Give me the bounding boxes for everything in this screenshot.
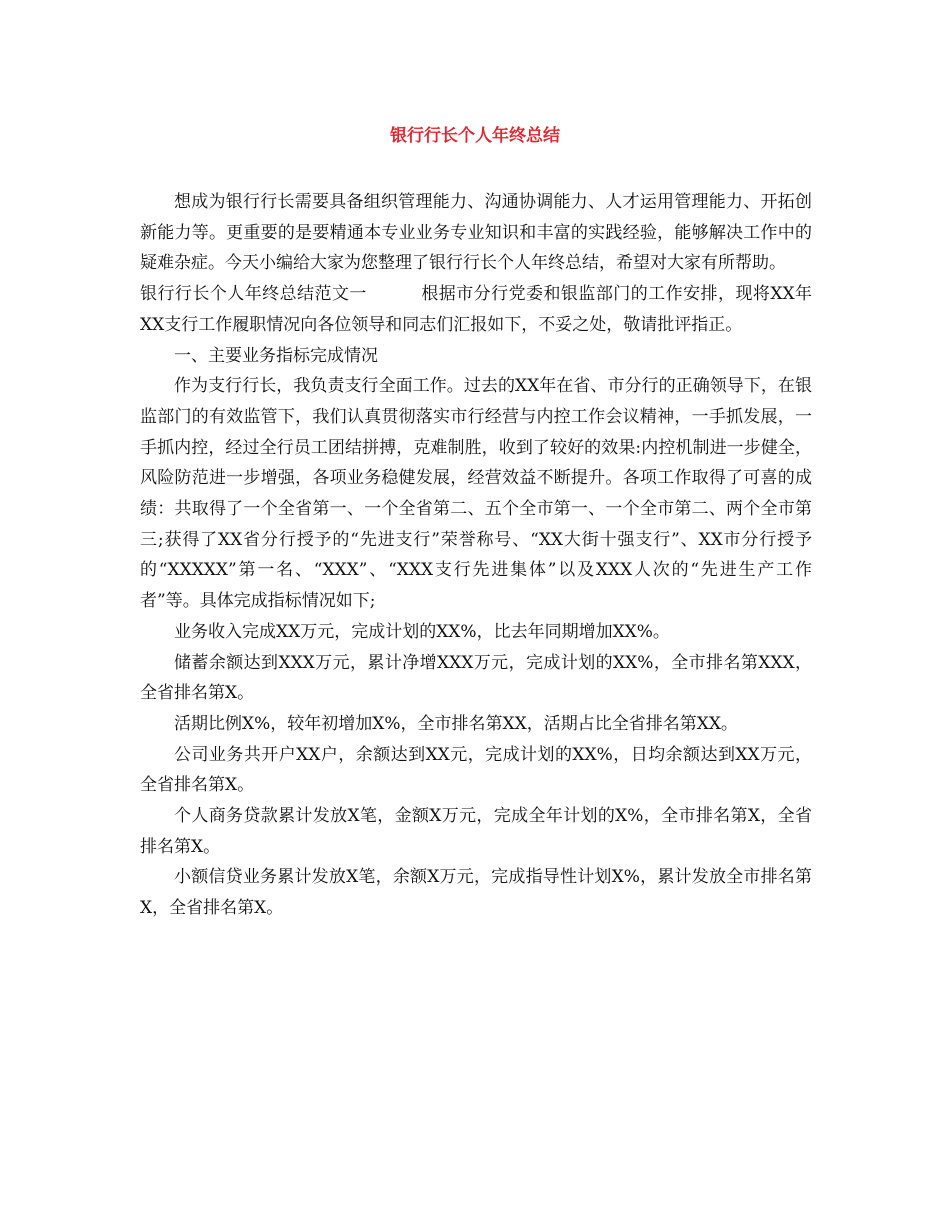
paragraph-sample-heading <box>140 279 812 340</box>
sample-heading-label: 银行行长个人年终总结范文一 <box>140 284 367 305</box>
paragraph-intro: 想成为银行行长需要具备组织管理能力、沟通协调能力、人才运用管理能力、开拓创新能力等。更重要的是要精通本专业业务专业知识和丰富的实践经验，能够解决工作中的疑难杂症。今天小编给大家为您整理了银行行长个人年终总结，希望对大家有所帮助。 <box>140 192 812 274</box>
paragraph-micro-credit: 小额信贷业务累计发放X笔，余额X万元，完成指导性计划X%，累计发放全市排名第X，全省排名第X。 <box>140 867 812 919</box>
paragraph-personal-loans: 个人商务贷款累计发放X笔，金额X万元，完成全年计划的X%，全市排名第X，全省排名第X。 <box>140 806 812 857</box>
sample-heading-text: 根据市分行党委和银监部门的工作安排，现将XX年XX支行工作履职情况向各位领导和同志们汇报如下，不妥之处，敬请批评指正。 <box>140 284 812 335</box>
document-body <box>140 187 812 924</box>
section-heading-1: 一、主要业务指标完成情况 <box>174 345 378 366</box>
paragraph-overview: 作为支行行长，我负责支行全面工作。过去的XX年在省、市分行的正确领导下，在银监部门的有效监管下，我们认真贯彻落实市行经营与内控工作会议精神，一手抓发展，一手抓内控，经过全行员工团结拼搏，克难制胜，收到了较好的效果:内控机制进一步健全，风险防范进一步增强，各项业务稳健发展，经营效益不断提升。各项工作取得了可喜的成绩：共取得了一个全省第一、一个全省第二、五个全市第一、一个全市第二、两个全市第三;获得了XX省分行授予的“先进支行”荣誉称号、“XX大街十强支行”、XX市分行授予的“XXXXX”第一名、“XXX”、“XXX支行先进集体”以及XXX人次的“先进生产工作者”等。具体完成指标情况如下; <box>140 376 812 612</box>
paragraph-savings: 储蓄余额达到XXX万元，累计净增XXX万元，完成计划的XX%，全市排名第XXX，全省排名第X。 <box>140 652 812 704</box>
document-title: 银行行长个人年终总结 <box>390 126 560 146</box>
paragraph-corporate: 公司业务共开户XX户，余额达到XX元，完成计划的XX%，日均余额达到XX万元，全省排名第X。 <box>140 744 812 796</box>
paragraph-demand-ratio: 活期比例X%，较年初增加X%，全市排名第XX，活期占比全省排名第XX。 <box>174 713 738 734</box>
paragraph-revenue: 业务收入完成XX万元，完成计划的XX%，比去年同期增加XX%。 <box>174 621 670 642</box>
